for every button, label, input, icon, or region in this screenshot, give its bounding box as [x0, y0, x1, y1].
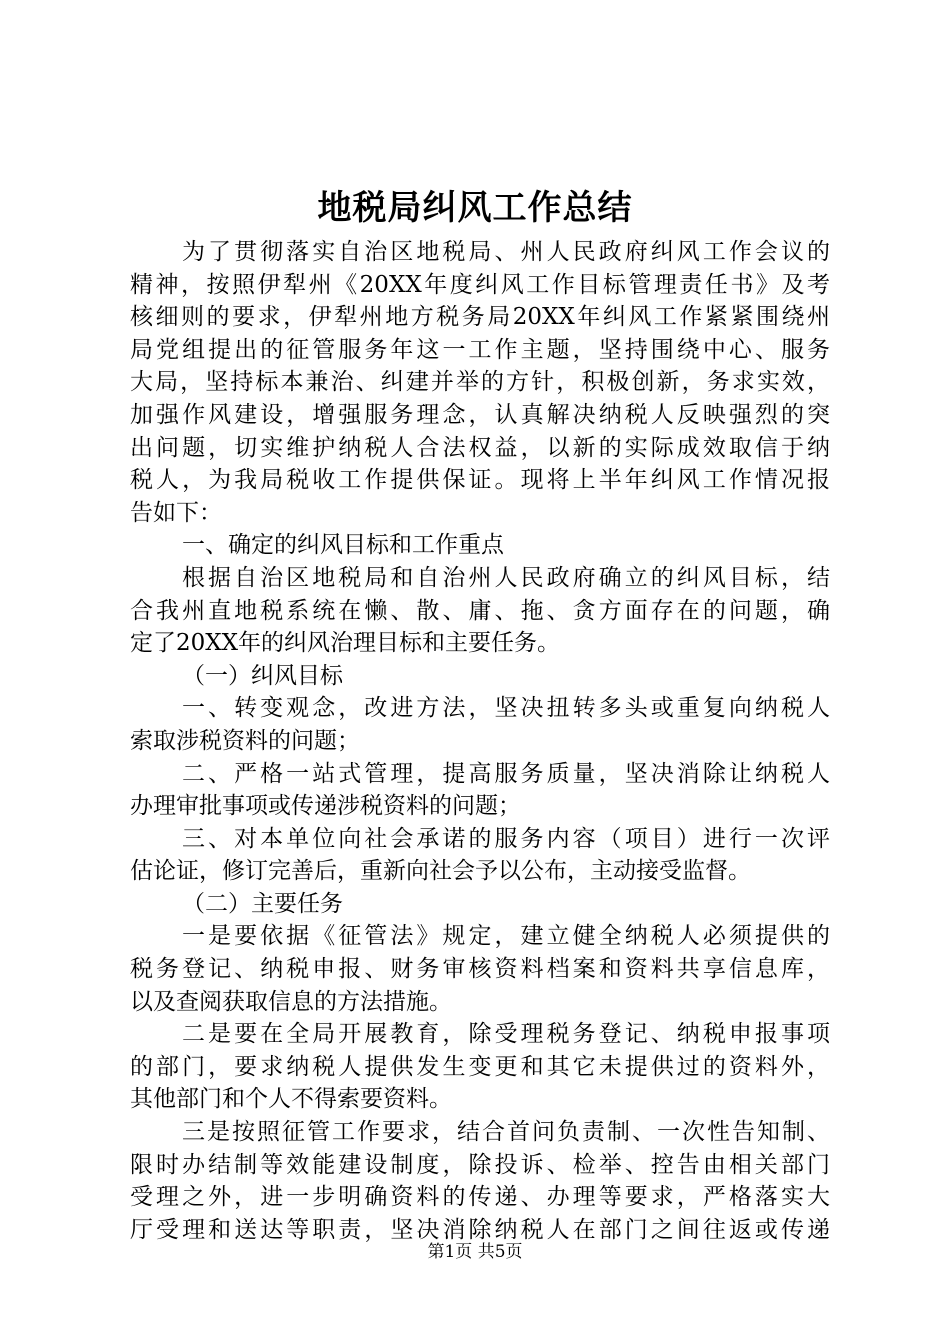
document-body — [130, 236, 830, 1246]
text-line: 精神，按照伊犁州《20XX年度纠风工作目标管理责任书》及考 — [130, 271, 830, 298]
text-line: 根据自治区地税局和自治州人民政府确立的纠风目标，结 — [182, 564, 830, 591]
text-line: 合我州直地税系统在懒、散、庸、拖、贪方面存在的问题，确 — [130, 597, 830, 624]
text-line: 二、严格一站式管理，提高服务质量，坚决消除让纳税人 — [182, 760, 830, 787]
text-line: 告如下： — [130, 499, 222, 526]
text-line: 局党组提出的征管服务年这一工作主题，坚持围绕中心、服务 — [130, 336, 830, 363]
text-line: 办理审批事项或传递涉税资料的问题； — [130, 793, 521, 820]
text-line: 出问题，切实维护纳税人合法权益，以新的实际成效取信于纳 — [130, 434, 830, 461]
text-line: 大局，坚持标本兼治、纠建并举的方针，积极创新，务求实效， — [130, 369, 830, 396]
text-line: （二）主要任务 — [182, 890, 343, 917]
text-line: 税务登记、纳税申报、财务审核资料档案和资料共享信息库， — [130, 956, 830, 983]
text-line: 估论证，修订完善后，重新向社会予以公布，主动接受监督。 — [130, 858, 751, 885]
text-line: 限时办结制等效能建设制度，除投诉、检举、控告由相关部门 — [130, 1151, 830, 1178]
text-line: 一、转变观念，改进方法，坚决扭转多头或重复向纳税人 — [182, 695, 830, 722]
document-title: 地税局纠风工作总结 — [317, 188, 633, 228]
text-line: 三是按照征管工作要求，结合首问负责制、一次性告知制、 — [182, 1119, 830, 1146]
text-line: 一、确定的纠风目标和工作重点 — [182, 532, 504, 559]
text-line: 一是要依据《征管法》规定，建立健全纳税人必须提供的 — [182, 923, 830, 950]
text-line: （一）纠风目标 — [182, 662, 343, 689]
text-line: 定了20XX年的纠风治理目标和主要任务。 — [130, 630, 561, 657]
page-footer: 第1页 共5页 — [427, 1242, 523, 1262]
text-line: 以及查阅获取信息的方法措施。 — [130, 988, 452, 1015]
text-line: 核细则的要求，伊犁州地方税务局20XX年纠风工作紧紧围绕州 — [130, 304, 830, 331]
text-line: 三、对本单位向社会承诺的服务内容（项目）进行一次评 — [182, 825, 830, 852]
text-line: 二是要在全局开展教育，除受理税务登记、纳税申报事项 — [182, 1021, 830, 1048]
text-line: 厅受理和送达等职责，坚决消除纳税人在部门之间往返或传递 — [130, 1216, 830, 1243]
text-line: 索取涉税资料的问题； — [130, 727, 360, 754]
text-line: 的部门，要求纳税人提供发生变更和其它未提供过的资料外， — [130, 1053, 830, 1080]
text-line: 为了贯彻落实自治区地税局、州人民政府纠风工作会议的 — [182, 239, 830, 265]
text-line: 受理之外，进一步明确资料的传递、办理等要求，严格落实大 — [130, 1184, 830, 1211]
text-line: 其他部门和个人不得索要资料。 — [130, 1086, 452, 1113]
text-line: 加强作风建设，增强服务理念，认真解决纳税人反映强烈的突 — [130, 401, 830, 428]
text-line: 税人，为我局税收工作提供保证。现将上半年纠风工作情况报 — [130, 467, 830, 494]
